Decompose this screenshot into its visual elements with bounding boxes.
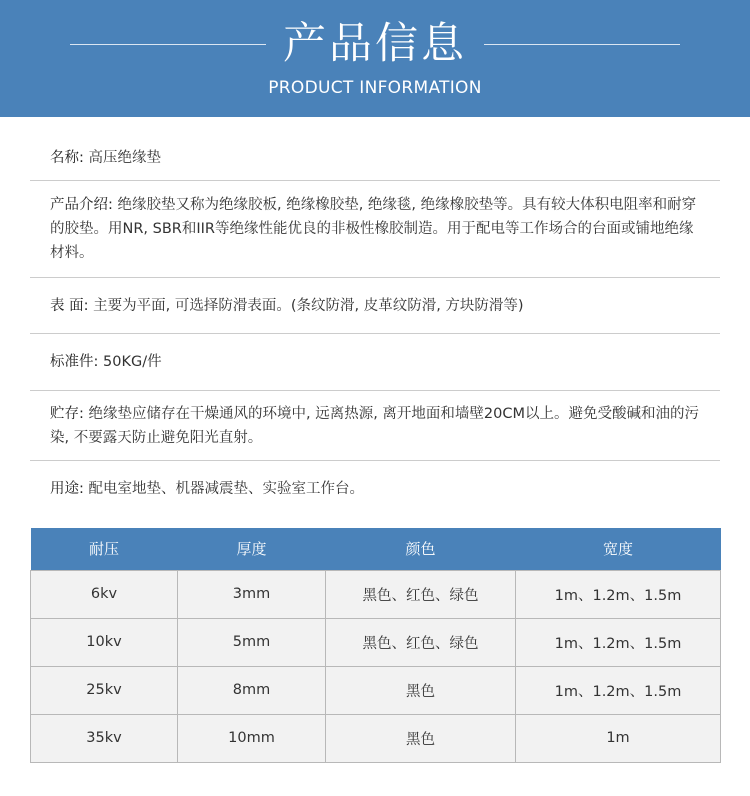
column-header-voltage: 耐压 bbox=[31, 528, 178, 570]
info-value-standard: 50KG/件 bbox=[103, 354, 162, 370]
info-row-standard bbox=[30, 334, 720, 391]
table-cell: 1m bbox=[516, 714, 721, 762]
table-cell: 黑色 bbox=[326, 666, 516, 714]
page-title: 产品信息 bbox=[283, 19, 467, 69]
info-label-surface: 表 面: bbox=[50, 297, 89, 314]
table-cell: 8mm bbox=[178, 666, 326, 714]
table-cell: 35kv bbox=[31, 714, 178, 762]
info-row-storage bbox=[30, 391, 720, 461]
column-header-width: 宽度 bbox=[516, 528, 721, 570]
info-label-standard: 标准件: bbox=[50, 354, 99, 370]
table-row bbox=[31, 714, 721, 762]
info-label-usage: 用途: bbox=[50, 481, 84, 497]
info-row-name bbox=[30, 135, 720, 181]
table-cell: 10kv bbox=[31, 618, 178, 666]
info-value-name: 高压绝缘垫 bbox=[88, 149, 161, 166]
spec-table-header-row bbox=[31, 528, 721, 570]
table-cell: 25kv bbox=[31, 666, 178, 714]
table-row bbox=[31, 570, 721, 618]
product-info-list bbox=[30, 135, 720, 517]
info-value-usage: 配电室地垫、机器减震垫、实验室工作台。 bbox=[88, 481, 364, 497]
info-value-intro: 绝缘胶垫又称为绝缘胶板, 绝缘橡胶垫, 绝缘毯, 绝缘橡胶垫等。具有较大体积电阻率和耐穿的胶垫。用NR, SBR和IIR等绝缘性能优良的非极性橡胶制造。用于配电等工作场合的台面或铺地绝缘材料。 bbox=[50, 197, 697, 261]
table-cell: 5mm bbox=[178, 618, 326, 666]
table-cell: 1m、1.2m、1.5m bbox=[516, 666, 721, 714]
table-cell: 1m、1.2m、1.5m bbox=[516, 570, 721, 618]
info-value-storage: 绝缘垫应储存在干燥通风的环境中, 远离热源, 离开地面和墙壁20CM以上。避免受酸碱和油的污染, 不要露天防止避免阳光直射。 bbox=[50, 405, 700, 446]
table-cell: 10mm bbox=[178, 714, 326, 762]
column-header-color: 颜色 bbox=[326, 528, 516, 570]
table-cell: 黑色、红色、绿色 bbox=[326, 570, 516, 618]
page-header bbox=[0, 0, 750, 117]
info-row-surface bbox=[30, 278, 720, 334]
page-subtitle: PRODUCT INFORMATION bbox=[268, 78, 482, 98]
spec-table bbox=[30, 528, 721, 763]
info-value-surface: 主要为平面, 可选择防滑表面。(条纹防滑, 皮革纹防滑, 方块防滑等) bbox=[93, 297, 524, 314]
info-row-usage bbox=[30, 461, 720, 517]
table-cell: 黑色、红色、绿色 bbox=[326, 618, 516, 666]
table-cell: 6kv bbox=[31, 570, 178, 618]
info-label-intro: 产品介绍: bbox=[50, 197, 113, 213]
table-cell: 黑色 bbox=[326, 714, 516, 762]
table-row bbox=[31, 618, 721, 666]
table-row bbox=[31, 666, 721, 714]
column-header-thickness: 厚度 bbox=[178, 528, 326, 570]
info-row-intro bbox=[30, 181, 720, 278]
info-label-storage: 贮存: bbox=[50, 405, 84, 422]
table-cell: 1m、1.2m、1.5m bbox=[516, 618, 721, 666]
header-divider-right bbox=[484, 44, 680, 45]
table-cell: 3mm bbox=[178, 570, 326, 618]
info-label-name: 名称: bbox=[50, 149, 84, 166]
